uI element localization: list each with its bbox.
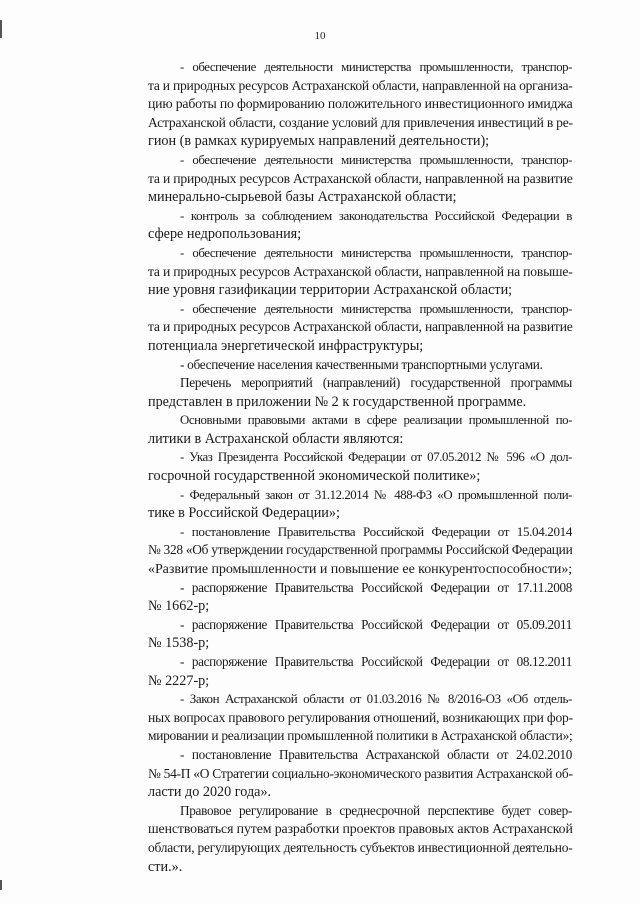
text-line: мировании и реализации промышленной политики в Астраханской области»;	[148, 728, 573, 744]
paragraph	[116, 58, 572, 151]
text-line: - Закон Астраханской области от 01.03.2016 № 8/2016-ОЗ «Об отдель-	[180, 691, 572, 707]
text-line: потенциала энергетической инфраструктуры;	[148, 337, 424, 354]
paragraph	[116, 690, 572, 746]
paragraph	[116, 448, 572, 485]
text-line: литики в Астраханской области являются:	[148, 430, 404, 447]
text-line: № 54-П «О Стратегии социально-экономического развития Астраханской об-	[148, 765, 573, 781]
text-line: тике в Российской Федерации»;	[148, 505, 340, 522]
text-line: - постановление Правительства Астраханской области от 24.02.2010	[180, 746, 572, 762]
text-line: Правовое регулирование в среднесрочной перспективе будет совер-	[180, 802, 572, 818]
text-line: ласти до 2020 года».	[148, 784, 272, 801]
text-line: ние уровня газификации территории Астраханской области;	[148, 282, 513, 299]
scan-edge-mark	[0, 880, 2, 890]
text-line: та и природных ресурсов Астраханской области, направленной на развитие	[148, 170, 573, 186]
text-line: Астраханской области, создание условий для привлечения инвестиций в ре-	[148, 114, 573, 130]
text-line: - обеспечение деятельности министерства промышленности, транспор-	[180, 245, 572, 260]
text-line: - обеспечение деятельности министерства промышленности, транспор-	[180, 301, 572, 316]
text-line: № 2227-р;	[148, 672, 210, 689]
text-line: Перечень мероприятий (направлений) государственной программы	[180, 375, 572, 391]
text-line: - контроль за соблюдением законодательства Российской Федерации в	[180, 207, 572, 223]
document-body	[116, 58, 572, 876]
paragraph	[116, 653, 572, 690]
text-line: представлен в приложении № 2 к государственной программе.	[148, 393, 527, 410]
text-line: та и природных ресурсов Астраханской области, направленной на организа-	[148, 77, 573, 93]
text-line: цию работы по формированию положительного инвестиционного имиджа	[148, 96, 573, 112]
paragraph	[116, 300, 572, 356]
text-line: та и природных ресурсов Астраханской области, направленной на развитие	[148, 319, 573, 335]
text-line: - обеспечение деятельности министерства промышленности, транспор-	[180, 60, 572, 74]
text-line: - Федеральный закон от 31.12.2014 № 488-ФЗ «О промышленной поли-	[180, 487, 572, 502]
text-line: № 1662-р;	[148, 598, 210, 615]
text-line: минерально-сырьевой базы Астраханской области;	[148, 189, 457, 206]
paragraph	[116, 616, 572, 653]
text-line: - Указ Президента Российской Федерации от 07.05.2012 № 596 «О дол-	[180, 449, 572, 465]
paragraph	[116, 151, 572, 207]
paragraph	[116, 579, 572, 616]
text-line: № 1538-р;	[148, 635, 210, 652]
text-line: - обеспечение деятельности министерства промышленности, транспор-	[180, 152, 572, 167]
text-line: та и природных ресурсов Астраханской области, направленной на повыше-	[148, 263, 573, 279]
text-line: - распоряжение Правительства Российской Федерации от 08.12.2011	[180, 654, 572, 669]
text-line: ных вопросах правового регулирования отношений, возникающих при фор-	[148, 709, 573, 725]
text-line: сфере недропользования;	[148, 226, 302, 243]
page-number: 10	[314, 30, 326, 42]
paragraph	[116, 523, 572, 579]
text-line: Основными правовыми актами в сфере реализации промышленной по-	[180, 413, 572, 428]
text-line: - постановление Правительства Российской Федерации от 15.04.2014	[180, 523, 572, 539]
text-line: гион (в рамках курируемых направлений деятельности);	[148, 133, 490, 150]
text-line: № 328 «Об утверждении государственной программы Российской Федерации	[148, 542, 573, 558]
text-line: «Развитие промышленности и повышение ее конкурентоспособности»;	[148, 561, 573, 578]
paragraph	[116, 486, 572, 523]
paragraph	[116, 207, 572, 244]
text-line: - обеспечение населения качественными транспортными услугами.	[180, 356, 543, 372]
paragraph	[116, 244, 572, 300]
text-line: области, регулирующих деятельность субъектов инвестиционной деятельно-	[148, 839, 573, 855]
paragraph	[116, 802, 572, 876]
paragraph	[116, 356, 572, 375]
paragraph	[116, 746, 572, 802]
text-line: сти.».	[148, 858, 183, 875]
text-line: шенствоваться путем разработки проектов правовых актов Астраханской	[148, 821, 573, 837]
text-line: - распоряжение Правительства Российской Федерации от 05.09.2011	[180, 616, 572, 632]
paragraph	[116, 374, 572, 411]
text-line: госрочной государственной экономической политике»;	[148, 468, 481, 485]
paragraph	[116, 411, 572, 448]
text-line: - распоряжение Правительства Российской Федерации от 17.11.2008	[180, 579, 572, 595]
